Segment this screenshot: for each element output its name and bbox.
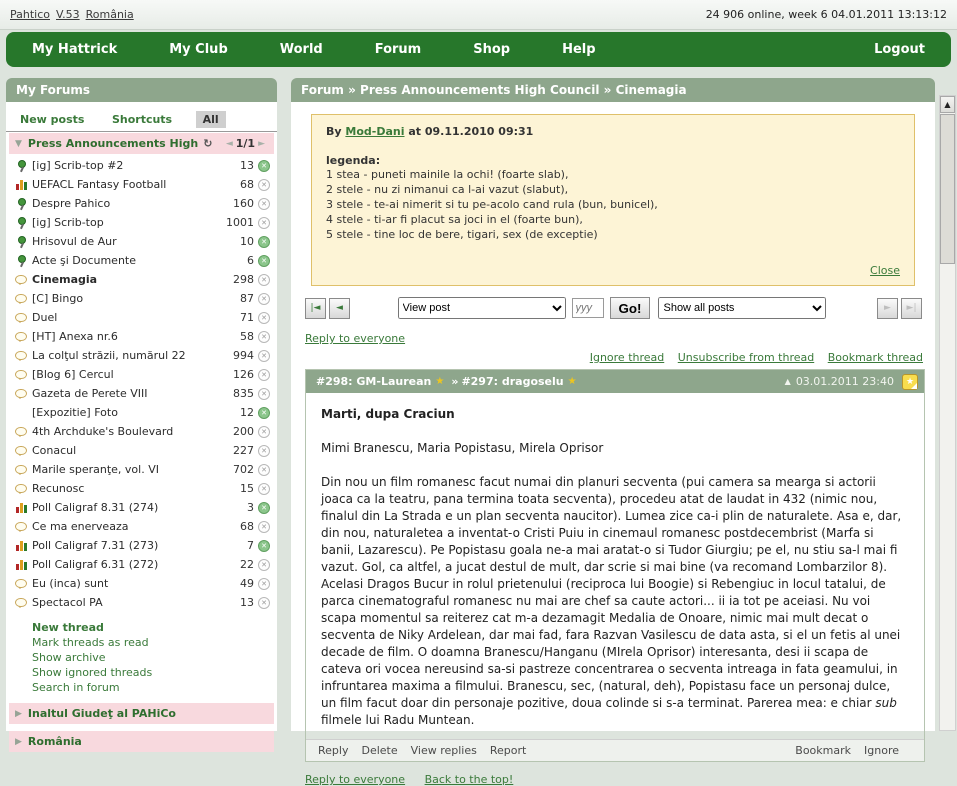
- thread-type-icon: [15, 540, 28, 552]
- supporter-star-icon: ★: [435, 376, 445, 387]
- post-header: [306, 370, 924, 393]
- reply-separator: »: [451, 375, 459, 388]
- thread-count: 994: [233, 349, 254, 362]
- thread-row[interactable]: [6, 194, 277, 213]
- thread-label[interactable]: Spectacol PA: [32, 596, 103, 609]
- thread-row[interactable]: [6, 498, 277, 517]
- forum-post: [305, 369, 925, 762]
- scrollbar-thumb[interactable]: [940, 114, 955, 264]
- post-body: [306, 393, 924, 739]
- thread-dismiss-icon[interactable]: [258, 236, 270, 248]
- back-to-top-link[interactable]: Back to the top!: [424, 773, 514, 786]
- thread-count: 22: [240, 558, 254, 571]
- reply-to-everyone-top-link[interactable]: Reply to everyone: [305, 332, 406, 345]
- thread-row[interactable]: [6, 232, 277, 251]
- thread-label[interactable]: Recunosc: [32, 482, 85, 495]
- post-action-link[interactable]: Reply: [318, 744, 349, 757]
- thread-row[interactable]: [6, 574, 277, 593]
- legend-box: [311, 114, 915, 286]
- first-post-button[interactable]: |◄: [305, 298, 326, 319]
- thread-label[interactable]: Acte şi Documente: [32, 254, 136, 267]
- thread-label[interactable]: Marile speranţe, vol. VI: [32, 463, 159, 476]
- thread-type-icon: [15, 483, 28, 495]
- thread-count: 49: [240, 577, 254, 590]
- thread-label[interactable]: Gazeta de Perete VIII: [32, 387, 148, 400]
- thread-type-icon: [15, 407, 28, 419]
- page-indicator: 1/1: [235, 137, 256, 150]
- thread-label[interactable]: [Expozitie] Foto: [32, 406, 118, 419]
- thread-row[interactable]: [6, 175, 277, 194]
- go-button[interactable]: Go!: [610, 297, 651, 319]
- close-link[interactable]: Close: [870, 264, 900, 277]
- thread-type-icon: [15, 160, 28, 172]
- sidebar-action-link[interactable]: Mark threads as read: [32, 636, 149, 649]
- thread-type-icon: [15, 559, 28, 571]
- refresh-icon[interactable]: ↻: [203, 137, 213, 150]
- nav-item[interactable]: My Hattrick: [32, 42, 118, 57]
- thread-links: [291, 351, 923, 364]
- reply-to-everyone-bottom-link[interactable]: Reply to everyone: [305, 773, 406, 786]
- thread-count: 6: [247, 254, 254, 267]
- thread-type-icon: [15, 236, 28, 248]
- thread-dismiss-icon[interactable]: [258, 198, 270, 210]
- thread-row[interactable]: [6, 479, 277, 498]
- thread-count: 160: [233, 197, 254, 210]
- thread-type-icon: [15, 521, 28, 533]
- legend-line: 3 stele - te-ai nimerit si tu pe-acolo cand rula (bun, bunicel),: [326, 198, 658, 211]
- thread-type-icon: [15, 597, 28, 609]
- page-prev-icon[interactable]: ◄: [225, 138, 233, 149]
- expand-icon[interactable]: ▶: [15, 736, 22, 747]
- forum-section-header[interactable]: [9, 133, 274, 154]
- thread-row[interactable]: [6, 555, 277, 574]
- sidebar-my-forums: [6, 78, 277, 748]
- thread-dismiss-icon[interactable]: [258, 597, 270, 609]
- thread-label[interactable]: UEFACL Fantasy Football: [32, 178, 167, 191]
- thread-type-icon: [15, 350, 28, 362]
- thread-label[interactable]: Poll Caligraf 7.31 (273): [32, 539, 159, 552]
- legend-line: 5 stele - tine loc de bere, tigari, sex (de exceptie): [326, 228, 598, 241]
- thread-dismiss-icon[interactable]: [258, 483, 270, 495]
- view-mode-select[interactable]: [398, 297, 566, 319]
- unsubscribe-thread-link[interactable]: Unsubscribe from thread: [677, 351, 815, 364]
- thread-count: 7: [247, 539, 254, 552]
- post-cast-line: Mimi Branescu, Maria Popistasu, Mirela Oprisor: [321, 441, 604, 455]
- scroll-up-icon[interactable]: ▲: [940, 96, 955, 113]
- thread-row[interactable]: [6, 441, 277, 460]
- collapsed-section-title[interactable]: România: [27, 735, 82, 748]
- thread-row[interactable]: [6, 308, 277, 327]
- sidebar-tab[interactable]: Shortcuts: [111, 113, 173, 126]
- thread-label[interactable]: Cinemagia: [32, 273, 98, 286]
- thread-count: 1001: [226, 216, 254, 229]
- thread-count: 15: [240, 482, 254, 495]
- thread-row[interactable]: [6, 384, 277, 403]
- post-action-link[interactable]: Bookmark: [795, 744, 852, 757]
- post-action-link[interactable]: Ignore: [864, 744, 899, 757]
- thread-row[interactable]: [6, 213, 277, 232]
- post-ref-parent[interactable]: #297: dragoselu: [461, 375, 564, 388]
- collapsed-forum-section[interactable]: [9, 731, 274, 752]
- thread-type-icon: [15, 502, 28, 514]
- post-title: Marti, dupa Craciun: [321, 407, 455, 421]
- thread-type-icon: [15, 179, 28, 191]
- thread-row[interactable]: [6, 517, 277, 536]
- thread-dismiss-icon[interactable]: [258, 255, 270, 267]
- nav-item[interactable]: My Club: [169, 42, 228, 57]
- thread-label[interactable]: [Blog 6] Cercul: [32, 368, 114, 381]
- thread-row[interactable]: [6, 289, 277, 308]
- thread-count: 10: [240, 235, 254, 248]
- thread-row[interactable]: [6, 346, 277, 365]
- thread-count: 68: [240, 178, 254, 191]
- post-toolbar: [305, 297, 925, 319]
- thread-dismiss-icon[interactable]: [258, 217, 270, 229]
- thread-count: 835: [233, 387, 254, 400]
- sidebar-tabs: [6, 102, 277, 132]
- note-bookmark-icon[interactable]: ★: [902, 374, 918, 390]
- sidebar-action-link[interactable]: Search in forum: [32, 681, 120, 694]
- nav-item[interactable]: Help: [562, 42, 596, 57]
- legend-line: 2 stele - nu zi nimanui ca l-ai vazut (slabut),: [326, 183, 569, 196]
- collapsed-section-title[interactable]: Inaltul Giudeţ al PAHiCo: [27, 707, 176, 720]
- thread-row[interactable]: [6, 422, 277, 441]
- thread-dismiss-icon[interactable]: [258, 312, 270, 324]
- thread-count: 3: [247, 501, 254, 514]
- thread-dismiss-icon[interactable]: [258, 521, 270, 533]
- thread-label[interactable]: Duel: [32, 311, 58, 324]
- thread-label[interactable]: [ig] Scrib-top #2: [32, 159, 124, 172]
- breadcrumb: Forum » Press Announcements High Council » Cinemagia: [291, 78, 935, 102]
- prev-post-button[interactable]: ◄: [329, 298, 350, 319]
- author-link[interactable]: Mod-Dani: [345, 125, 405, 138]
- thread-type-icon: [15, 426, 28, 438]
- thread-row[interactable]: [6, 365, 277, 384]
- thread-count: 298: [233, 273, 254, 286]
- legend-title: legenda:: [326, 154, 381, 167]
- sidebar-action-link[interactable]: Show archive: [32, 651, 106, 664]
- thread-type-icon: [15, 388, 28, 400]
- thread-label[interactable]: Conacul: [32, 444, 77, 457]
- thread-row[interactable]: [6, 403, 277, 422]
- nav-item[interactable]: Shop: [473, 42, 511, 57]
- thread-count: 13: [240, 159, 254, 172]
- thread-dismiss-icon[interactable]: [258, 578, 270, 590]
- next-post-button[interactable]: ►: [877, 298, 898, 319]
- thread-list: [6, 154, 277, 614]
- sort-asc-icon[interactable]: ▲: [784, 377, 791, 386]
- expand-icon[interactable]: ▶: [15, 708, 22, 719]
- thread-row[interactable]: [6, 460, 277, 479]
- thread-count: 227: [233, 444, 254, 457]
- thread-row[interactable]: [6, 593, 277, 612]
- main-panel: [291, 78, 935, 786]
- link-pahtico[interactable]: Pahtico: [10, 8, 50, 21]
- thread-type-icon: [15, 274, 28, 286]
- thread-label[interactable]: Hrisovul de Aur: [32, 235, 117, 248]
- legend-line: 1 stea - puneti mainile la ochi! (foarte slab),: [326, 168, 569, 181]
- thread-dismiss-icon[interactable]: [258, 331, 270, 343]
- top-bar: [0, 0, 957, 30]
- thread-type-icon: [15, 293, 28, 305]
- page-next-icon[interactable]: ►: [258, 138, 265, 149]
- thread-dismiss-icon[interactable]: [258, 464, 270, 476]
- bookmark-thread-link[interactable]: Bookmark thread: [827, 351, 923, 364]
- thread-type-icon: [15, 331, 28, 343]
- thread-count: 702: [233, 463, 254, 476]
- post-footer: [306, 739, 924, 761]
- thread-type-icon: [15, 217, 28, 229]
- thread-count: 126: [233, 368, 254, 381]
- post-timestamp: 03.01.2011 23:40: [795, 375, 894, 388]
- thread-dismiss-icon[interactable]: [258, 540, 270, 552]
- thread-type-icon: [15, 369, 28, 381]
- thread-label[interactable]: Ce ma enerveaza: [32, 520, 129, 533]
- thread-dismiss-icon[interactable]: [258, 502, 270, 514]
- thread-label[interactable]: 4th Archduke's Boulevard: [32, 425, 174, 438]
- thread-row[interactable]: [6, 251, 277, 270]
- link-version[interactable]: V.53: [56, 8, 80, 21]
- sidebar-action-link[interactable]: New thread: [32, 621, 104, 634]
- thread-count: 87: [240, 292, 254, 305]
- thread-type-icon: [15, 198, 28, 210]
- sidebar-tab[interactable]: New posts: [20, 113, 85, 126]
- main-nav: [6, 32, 951, 67]
- thread-row[interactable]: [6, 270, 277, 289]
- thread-label[interactable]: Poll Caligraf 8.31 (274): [32, 501, 159, 514]
- thread-count: 71: [240, 311, 254, 324]
- post-action-link[interactable]: View replies: [410, 744, 477, 757]
- thread-dismiss-icon[interactable]: [258, 445, 270, 457]
- thread-label[interactable]: Eu (inca) sunt: [32, 577, 109, 590]
- last-post-button[interactable]: ►|: [901, 298, 922, 319]
- thread-dismiss-icon[interactable]: [258, 426, 270, 438]
- sidebar-actions: [6, 614, 277, 703]
- nav-item[interactable]: World: [279, 42, 323, 57]
- collapsed-forum-section[interactable]: [9, 703, 274, 724]
- post-action-link[interactable]: Delete: [361, 744, 398, 757]
- thread-type-icon: [15, 578, 28, 590]
- post-action-link[interactable]: Report: [489, 744, 527, 757]
- filter-posts-select[interactable]: [658, 297, 826, 319]
- thread-dismiss-icon[interactable]: [258, 388, 270, 400]
- sidebar-tab[interactable]: All: [196, 111, 226, 128]
- thread-type-icon: [15, 312, 28, 324]
- thread-dismiss-icon[interactable]: [258, 559, 270, 571]
- nav-item[interactable]: Forum: [374, 42, 422, 57]
- thread-row[interactable]: [6, 327, 277, 346]
- thread-row[interactable]: [6, 536, 277, 555]
- thread-type-icon: [15, 445, 28, 457]
- thread-dismiss-icon[interactable]: [258, 179, 270, 191]
- thread-dismiss-icon[interactable]: [258, 369, 270, 381]
- logout-button[interactable]: Logout: [874, 42, 925, 57]
- sidebar-action-link[interactable]: Show ignored threads: [32, 666, 153, 679]
- sidebar-title: My Forums: [6, 78, 277, 102]
- thread-label[interactable]: [HT] Anexa nr.6: [32, 330, 118, 343]
- thread-dismiss-icon[interactable]: [258, 350, 270, 362]
- forum-section-title[interactable]: Press Announcements High: [27, 137, 199, 150]
- thread-dismiss-icon[interactable]: [258, 407, 270, 419]
- online-status: 24 906 online, week 6 04.01.2011 13:13:12: [705, 8, 947, 21]
- thread-count: 12: [240, 406, 254, 419]
- thread-label[interactable]: [C] Bingo: [32, 292, 84, 305]
- thread-label[interactable]: La colţul străzii, numărul 22: [32, 349, 186, 362]
- collapse-icon[interactable]: ▼: [15, 138, 22, 149]
- thread-label[interactable]: [ig] Scrib-top: [32, 216, 104, 229]
- byline-suffix: at 09.11.2010 09:31: [408, 125, 534, 138]
- supporter-star-icon: ★: [567, 376, 577, 387]
- byline-prefix: By: [326, 125, 342, 138]
- thread-row[interactable]: [6, 156, 277, 175]
- thread-dismiss-icon[interactable]: [258, 274, 270, 286]
- thread-count: 58: [240, 330, 254, 343]
- legend-line: 4 stele - ti-ar fi placut sa joci in el (foarte bun),: [326, 213, 583, 226]
- post-number-input[interactable]: [572, 298, 604, 318]
- thread-count: 13: [240, 596, 254, 609]
- thread-count: 68: [240, 520, 254, 533]
- thread-label[interactable]: Poll Caligraf 6.31 (272): [32, 558, 159, 571]
- post-text: Din nou un film romanesc facut numai din planuri secventa (pui camera sa mearga si actorii joaca ca la teatru, pana termina toata secventa), procedeu atat de laudat in 432 (nimic nou, finalul din La Strada e un plan secventa naucitor). Lumea zice ca-i plin de naturalete. Asa e, dar, din nou, naturaletea a inventat-o Cristi Puiu in cinemaul romanesc postdecembrist (Marfa si banii, Lazarescu). Pe Popistasu goala ne-a mai aratat-o si Tudor Giurgiu; pe el, nu stiu sa-l mai fi vazut. Gol, ca altfel, a jucat destul de mult, dar scrie si mai bine (va recomand Lombarzilor 8). Acelasi Dragos Bucur in rolul prietenului (reciproca lui Boogie) si Rebengiuc in locul tatalui, de parca cinematograful romanesc nu mai are chef sa caute actori... ii ia tot pe aceiasi. Nu voi scapa momentul sa reiterez cat m-a dezamagit Medalia de Onoare, nimic mai mult decat o secventa de Niky Ardelean, dar mai fad, fara Razvan Vasilescu de data asta, si el un fetis al unei decade de film. O doamna Branescu/Hanganu (MIrela Oprisor) interesanta, desi ii scapa de cateva ori vocea nereusind sa-si pastreze concentrarea o secventa intreaga in fata geamului, in infruntarea maxima a filmului. Branescu, sec, (natural, deh), Popistasu face un personaj dulce, un film facut doar din personaje pozitive, doua colinde si s-a terminat. Parerea mea: e chiar sub filmele lui Radu Muntean.: [321, 475, 902, 727]
- thread-label[interactable]: Despre Pahico: [32, 197, 111, 210]
- link-country[interactable]: România: [85, 8, 134, 21]
- legend-byline: [326, 125, 900, 138]
- post-ref-current[interactable]: #298: GM-Laurean: [316, 375, 432, 388]
- thread-count: 200: [233, 425, 254, 438]
- thread-type-icon: [15, 464, 28, 476]
- vertical-scrollbar[interactable]: [939, 95, 956, 731]
- ignore-thread-link[interactable]: Ignore thread: [589, 351, 665, 364]
- thread-type-icon: [15, 255, 28, 267]
- thread-dismiss-icon[interactable]: [258, 293, 270, 305]
- thread-dismiss-icon[interactable]: [258, 160, 270, 172]
